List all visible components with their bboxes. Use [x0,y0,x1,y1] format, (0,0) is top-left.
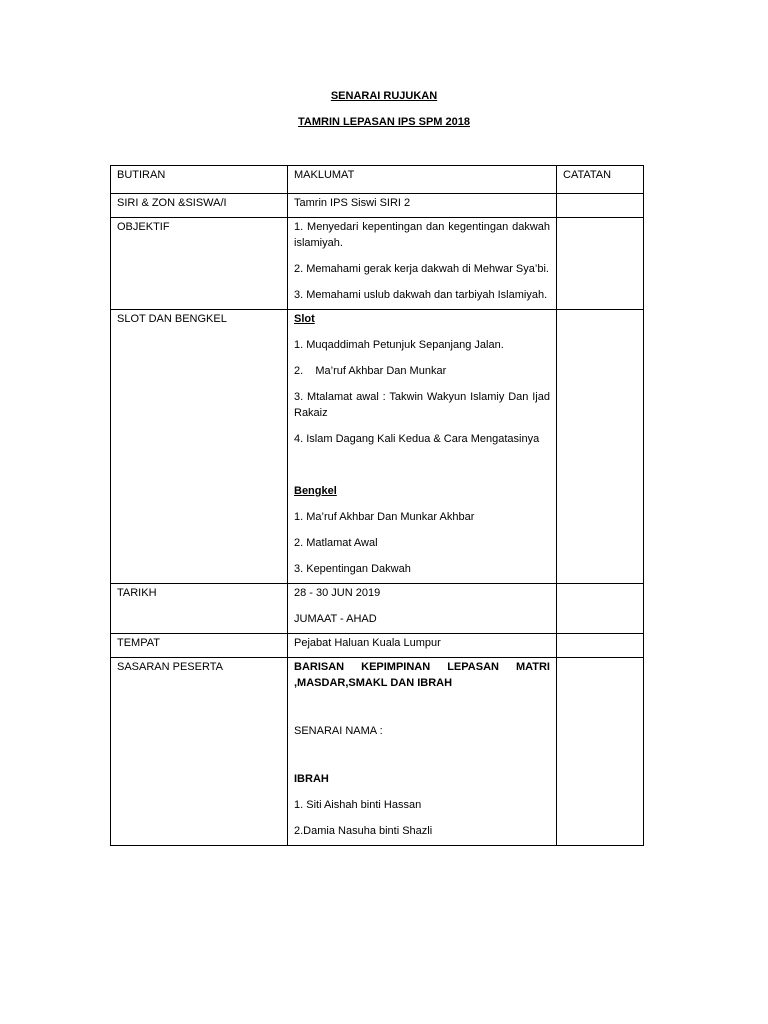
sasaran-label: SASARAN PESERTA [111,658,288,846]
table-row-objektif [111,218,644,310]
tempat-catatan [557,634,644,658]
document-subtitle: TAMRIN LEPASAN IPS SPM 2018 [298,116,470,128]
tarikh-date: 28 - 30 JUN 2019 [294,587,381,599]
slot-item-4: 4. Islam Dagang Kali Kedua & Cara Mengatasinya [294,433,540,445]
bengkel-item-3: 3. Kepentingan Dakwah [294,563,411,575]
bengkel-heading: Bengkel [294,485,337,497]
tarikh-label: TARIKH [111,584,288,634]
table-row-sasaran [111,658,644,846]
siri-value: Tamrin IPS Siswi SIRI 2 [288,194,557,218]
name-item-1: 1. Siti Aishah binti Hassan [294,799,422,811]
document-title: SENARAI RUJUKAN [330,90,438,102]
header-catatan: CATATAN [557,166,644,194]
siri-catatan [557,194,644,218]
tempat-label: TEMPAT [111,634,288,658]
sasaran-target: BARISAN KEPIMPINAN LEPASAN MATRI ,MASDAR,SMAKL DAN IBRAH [294,661,550,689]
slot-catatan [557,310,644,584]
table-row-slot [111,310,644,584]
name-item-2: 2.Damia Nasuha binti Shazli [294,825,433,837]
table-header-row [111,166,644,194]
header-maklumat: MAKLUMAT [288,166,557,194]
slot-item-2: 2. Ma’ruf Akhbar Dan Munkar [294,365,447,377]
slot-item-3: 3. Mtalamat awal : Takwin Wakyun Islamiy Dan Ijad Rakaiz [294,391,550,419]
bengkel-item-2: 2. Matlamat Awal [294,537,378,549]
reference-table [110,165,644,846]
ibrah-heading: IBRAH [294,773,329,785]
slot-heading: Slot [294,313,315,325]
senarai-nama-label: SENARAI NAMA : [294,725,383,737]
table-row-siri [111,194,644,218]
slot-cell [288,310,557,584]
objektif-label: OBJEKTIF [111,218,288,310]
sasaran-catatan [557,658,644,846]
tempat-value: Pejabat Haluan Kuala Lumpur [288,634,557,658]
slot-item-1: 1. Muqaddimah Petunjuk Sepanjang Jalan. [294,339,504,351]
objektif-catatan [557,218,644,310]
tarikh-days: JUMAAT - AHAD [294,613,377,625]
slot-label: SLOT DAN BENGKEL [111,310,288,584]
header-butiran: BUTIRAN [111,166,288,194]
table-row-tarikh [111,584,644,634]
objektif-item-1: 1. Menyedari kepentingan dan kegentingan dakwah islamiyah. [294,221,550,249]
table-row-tempat [111,634,644,658]
bengkel-item-1: 1. Ma’ruf Akhbar Dan Munkar Akhbar [294,511,475,523]
sasaran-cell [288,658,557,846]
objektif-item-2: 2. Memahami gerak kerja dakwah di Mehwar Sya’bi. [294,263,549,275]
siri-label: SIRI & ZON &SISWA/I [111,194,288,218]
objektif-cell [288,218,557,310]
tarikh-cell [288,584,557,634]
tarikh-catatan [557,584,644,634]
objektif-item-3: 3. Memahami uslub dakwah dan tarbiyah Islamiyah. [294,289,548,301]
